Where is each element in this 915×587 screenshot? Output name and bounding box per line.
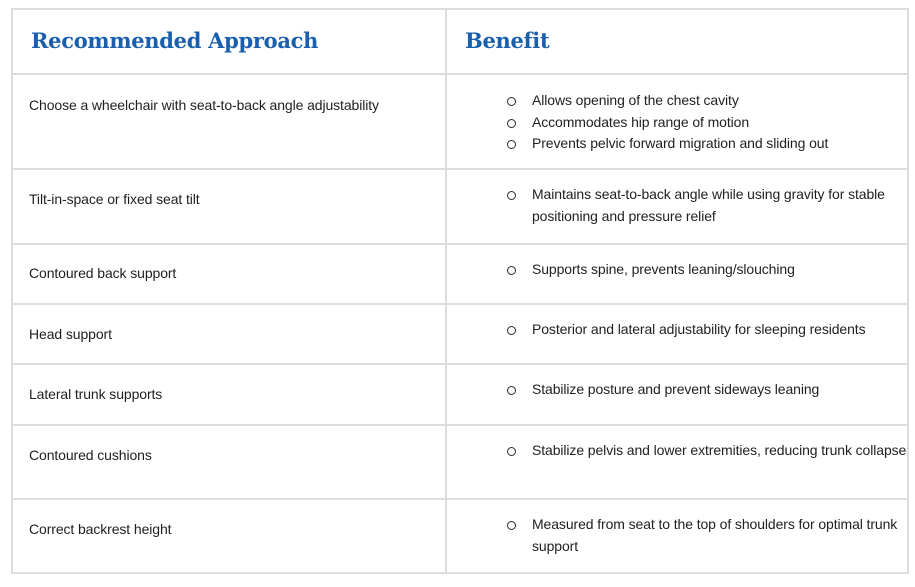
benefit-text: Measured from seat to the top of shoulders for optimal trunk support [532,516,898,554]
benefit-text: Stabilize pelvis and lower extremities, reducing trunk collapse [532,442,907,458]
table-row [12,425,908,499]
benefit-cell [446,244,908,304]
circle-bullet-icon [507,97,516,106]
benefit-cell [446,74,908,169]
approach-text: Correct backrest height [29,521,172,537]
list-item [507,379,907,401]
circle-bullet-icon [507,266,516,275]
approach-text: Lateral trunk supports [29,386,163,402]
benefit-list [447,259,907,281]
benefit-list [447,319,907,341]
benefit-text: Allows opening of the chest cavity [532,92,739,108]
table-row [12,169,908,244]
benefit-cell [446,499,908,573]
column-header-approach: Recommended Approach [12,9,446,74]
benefit-list [447,90,907,155]
column-header-benefit: Benefit [446,9,908,74]
approach-text: Contoured back support [29,265,177,281]
benefit-text: Posterior and lateral adjustability for sleeping residents [532,321,866,337]
approach-text: Tilt-in-space or fixed seat tilt [29,191,200,207]
benefit-text: Accommodates hip range of motion [532,113,750,130]
benefit-list [447,440,907,462]
list-item [507,133,907,155]
table-row [12,74,908,169]
circle-bullet-icon [507,386,516,395]
benefit-cell [446,425,908,499]
list-item [507,514,907,557]
list-item [507,184,907,227]
benefit-text: Maintains seat-to-back angle while using gravity for stable positioning and pressure relief [532,186,885,224]
approach-cell [12,169,446,244]
benefit-text: Prevents pelvic forward migration and sliding out [532,135,829,151]
approach-cell [12,364,446,425]
approach-text: Choose a wheelchair with seat-to-back angle adjustability [29,97,379,113]
list-item [507,440,907,462]
list-item [507,259,907,281]
approach-cell [12,425,446,499]
circle-bullet-icon [507,326,516,335]
benefit-text: Supports spine, prevents leaning/slouching [532,261,795,277]
circle-bullet-icon [507,119,516,128]
benefit-list [447,514,907,557]
list-item [507,90,907,112]
approach-cell [12,304,446,364]
list-item [507,319,907,341]
circle-bullet-icon [507,191,516,200]
circle-bullet-icon [507,447,516,456]
approach-text: Head support [29,326,112,342]
benefit-list [447,379,907,401]
benefit-text: Stabilize posture and prevent sideways leaning [532,381,820,397]
benefit-list [447,184,907,227]
table-row [12,304,908,364]
table-row [12,244,908,304]
recommendation-table [11,8,909,574]
approach-cell [12,244,446,304]
list-item [507,112,907,134]
circle-bullet-icon [507,140,516,149]
approach-text: Contoured cushions [29,447,152,463]
approach-cell [12,499,446,573]
benefit-cell [446,304,908,364]
table-row [12,499,908,573]
circle-bullet-icon [507,521,516,530]
table-row [12,364,908,425]
table-header-row [12,9,908,74]
benefit-cell [446,169,908,244]
approach-cell [12,74,446,169]
benefit-cell [446,364,908,425]
